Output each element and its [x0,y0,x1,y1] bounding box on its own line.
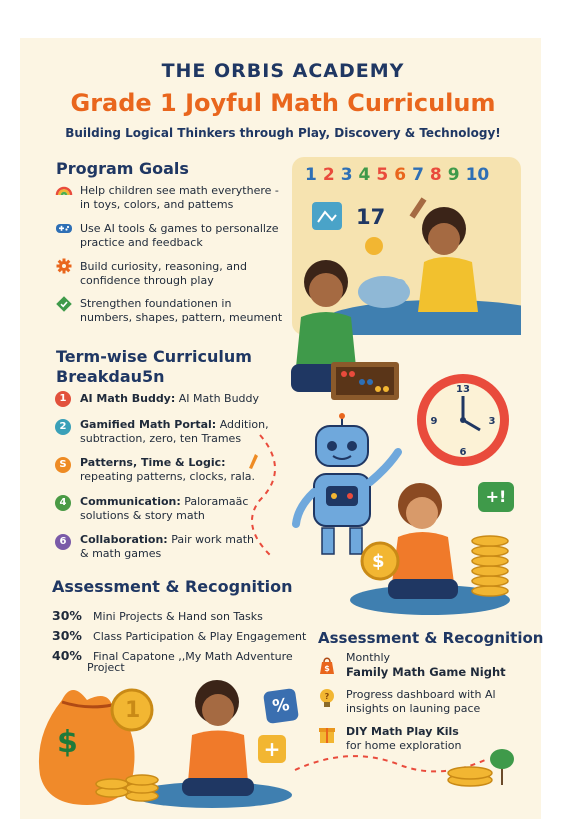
curriculum-item-4: Communication: Paloramaäc solutions & story math [80,495,249,522]
recognition-item-2: Progress dashboard with Al insights on launing pace [346,688,496,715]
check-icon [56,296,72,312]
clock-number-3: 3 [488,416,496,427]
board-number: 17 [356,205,386,229]
goals-heading: Program Goals [56,159,189,178]
curriculum-item-5: Collaboration: Pair work math & math games [80,533,255,560]
gift-bag-icon [318,654,336,676]
clock-number-top: 13 [456,384,470,395]
boy-with-abacus-illustration [286,252,406,408]
gear-icon [56,258,72,274]
clock-illustration [408,370,518,470]
rainbow-icon [55,182,73,196]
curriculum-number-5: 6 [55,534,71,550]
money-bag-symbol: $ [57,725,78,760]
assessment-row-3: 40% Final Capatone ,,My Math Adventure [52,648,293,663]
curriculum-item-1: AI Math Buddy: AI Math Buddy [80,392,260,405]
plant-coins-illustration [440,745,520,795]
curriculum-number-1: 1 [55,391,71,407]
svg-text:?: ? [324,692,330,701]
percent-tile: % [263,688,299,724]
page-subtitle: Building Logical Thinkers through Play, Discovery & Technology! [65,126,501,140]
goal-item-3: Build curiosity, reasoning, and confidence through play [80,260,247,287]
curriculum-item-2: Gamified Math Portal: Addition, subtraction, zero, ten Trames [80,418,269,445]
girl-coin-symbol: $ [372,551,385,572]
recognition-item-1: Monthly Family Math Game Night [346,651,506,679]
assessment-heading: Assessment & Recognition [52,577,293,596]
svg-text:$: $ [324,664,330,673]
plus-tile: + [258,735,286,763]
dashed-path-decoration [240,430,300,560]
lightbulb-icon [318,688,336,710]
recognition-item-3: DIY Math Play Kils for home exploration [346,725,462,752]
academy-name: THE ORBIS ACADEMY [161,60,405,82]
page-title: Grade 1 Joyful Math Curriculum [70,89,496,117]
curriculum-item-3: Patterns, Time & Logic: repeating patterns, clocks, rala. [80,456,256,483]
curriculum-heading: Term-wise Curriculum Breakdau5n [56,347,252,386]
clock-number-6: 6 [459,447,467,458]
goal-item-4: Strengthen foundationen in numbers, shapes, pattern, meument [80,297,283,324]
number-strip: 1 2 3 4 5 6 7 8 9 10 [305,165,490,185]
clock-number-9: 9 [430,416,438,427]
goal-item-2: Use AI tools & games to personallze practice and feedback [80,222,279,249]
assessment-row-3-cont: Project [87,661,125,674]
plus-badge: +! [478,482,514,512]
goal-item-1: Help children see math everythere - in toys, colors, and pattems [80,184,279,211]
coin-one: 1 [125,698,141,723]
curriculum-number-3: S [55,457,71,473]
curriculum-number-2: 2 [55,419,71,435]
game-controller-icon [55,221,73,235]
assessment-row-2: 30% Class Participation & Play Engagement [52,628,307,643]
curriculum-number-4: 4 [55,495,71,511]
recognition-heading: Assessment & Recognition [318,629,544,647]
assessment-row-1: 30% Mini Projects & Hand son Tasks [52,608,263,623]
